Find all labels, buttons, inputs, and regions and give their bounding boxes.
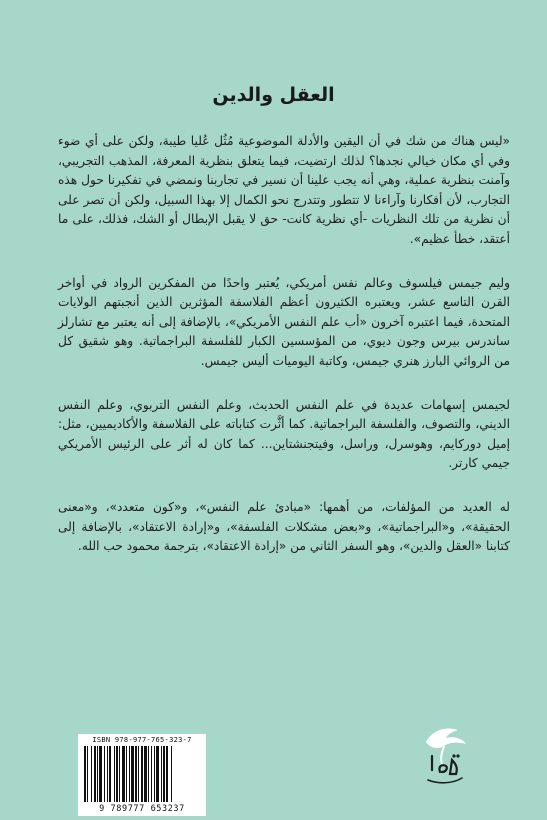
bird-logo-icon (418, 720, 468, 790)
works-paragraph: له العديد من المؤلفات، من أهمها: «مبادئ علم النفس»، و«كون متعدد»، و«معنى الحقيقة»، و«البراجماتية»، و«بعض مشكلات الفلسفة»، و«إرادة الاعتقاد»، بالإضافة إلى كتابنا «العقل والدين»، وهو السفر الثاني من «إرادة الاعتقاد»، بترجمة محمود حب الله. (58, 499, 510, 554)
body-text (58, 132, 510, 581)
isbn-barcode (78, 734, 206, 816)
barcode-bars (82, 746, 202, 804)
isbn-label: ISBN 978-977-765-323-7 (92, 736, 192, 744)
contributions-paragraph: لجيمس إسهامات عديدة في علم النفس الحديث، وعلم النفس التربوي، وعلم النفس الديني، والتصوف، والفلسفة البراجماتية. كما أثَّرت كتاباته على الفلاسفة والأكاديميين، مثل: إميل دوركايم، وهوسرل، وراسل، وفيتجنشتاين... كما كان له أثر على الرئيس الأمريكي جيمي كارتر. (58, 397, 510, 471)
bio-paragraph: وليم جيمس فيلسوف وعالم نفس أمريكي، يُعتبر واحدًا من المفكرين الرواد في أواخر القرن التاسع عشر، ويعتبره الكثيرون أعظم الفلاسفة المؤثرين الذين أنجبتهم الولايات المتحدة، فيما اعتبره آخرون «أب علم النفس الأمريكي»، بالإضافة إلى أنه يعتبر مع تشارلز ساندرس بيرس وجون ديوي، من المؤسسين الكبار للفلسفة البراجماتية. وهو شقيق كل من الروائي البارز هنري جيمس، وكاتبة اليوميات أليس جيمس. (58, 275, 510, 368)
barcode-digits: 9 789777 653237 (99, 804, 185, 814)
page-title: العقل والدين (212, 84, 335, 106)
quote-paragraph: «ليس هناك من شك في أن اليقين والأدلة الموضوعية مُثُل عُليا طيبة، ولكن على أي ضوء وفي أي مكان خيالي نجدها؟ لذلك ارتضيت، فيما يتعلق بنظرية المعرفة، المذهب التجريبي، وآمنت بنظرية عملية، وهي أنه يجب علينا أن نسير في تجاربنا ونمضي في تفكيرنا حول هذه التجارب، لأن أفكارنا وآراءنا لا تتطور وتتدرج نحو الكمال إلا بهذا السبيل، ولكن أن تصر على أن نظرية من تلك النظريات -أي نظرية كانت- حق لا يقبل الإبطال أو الشك، فذلك، على ما أعتقد، خطأ عظيم». (58, 134, 510, 246)
